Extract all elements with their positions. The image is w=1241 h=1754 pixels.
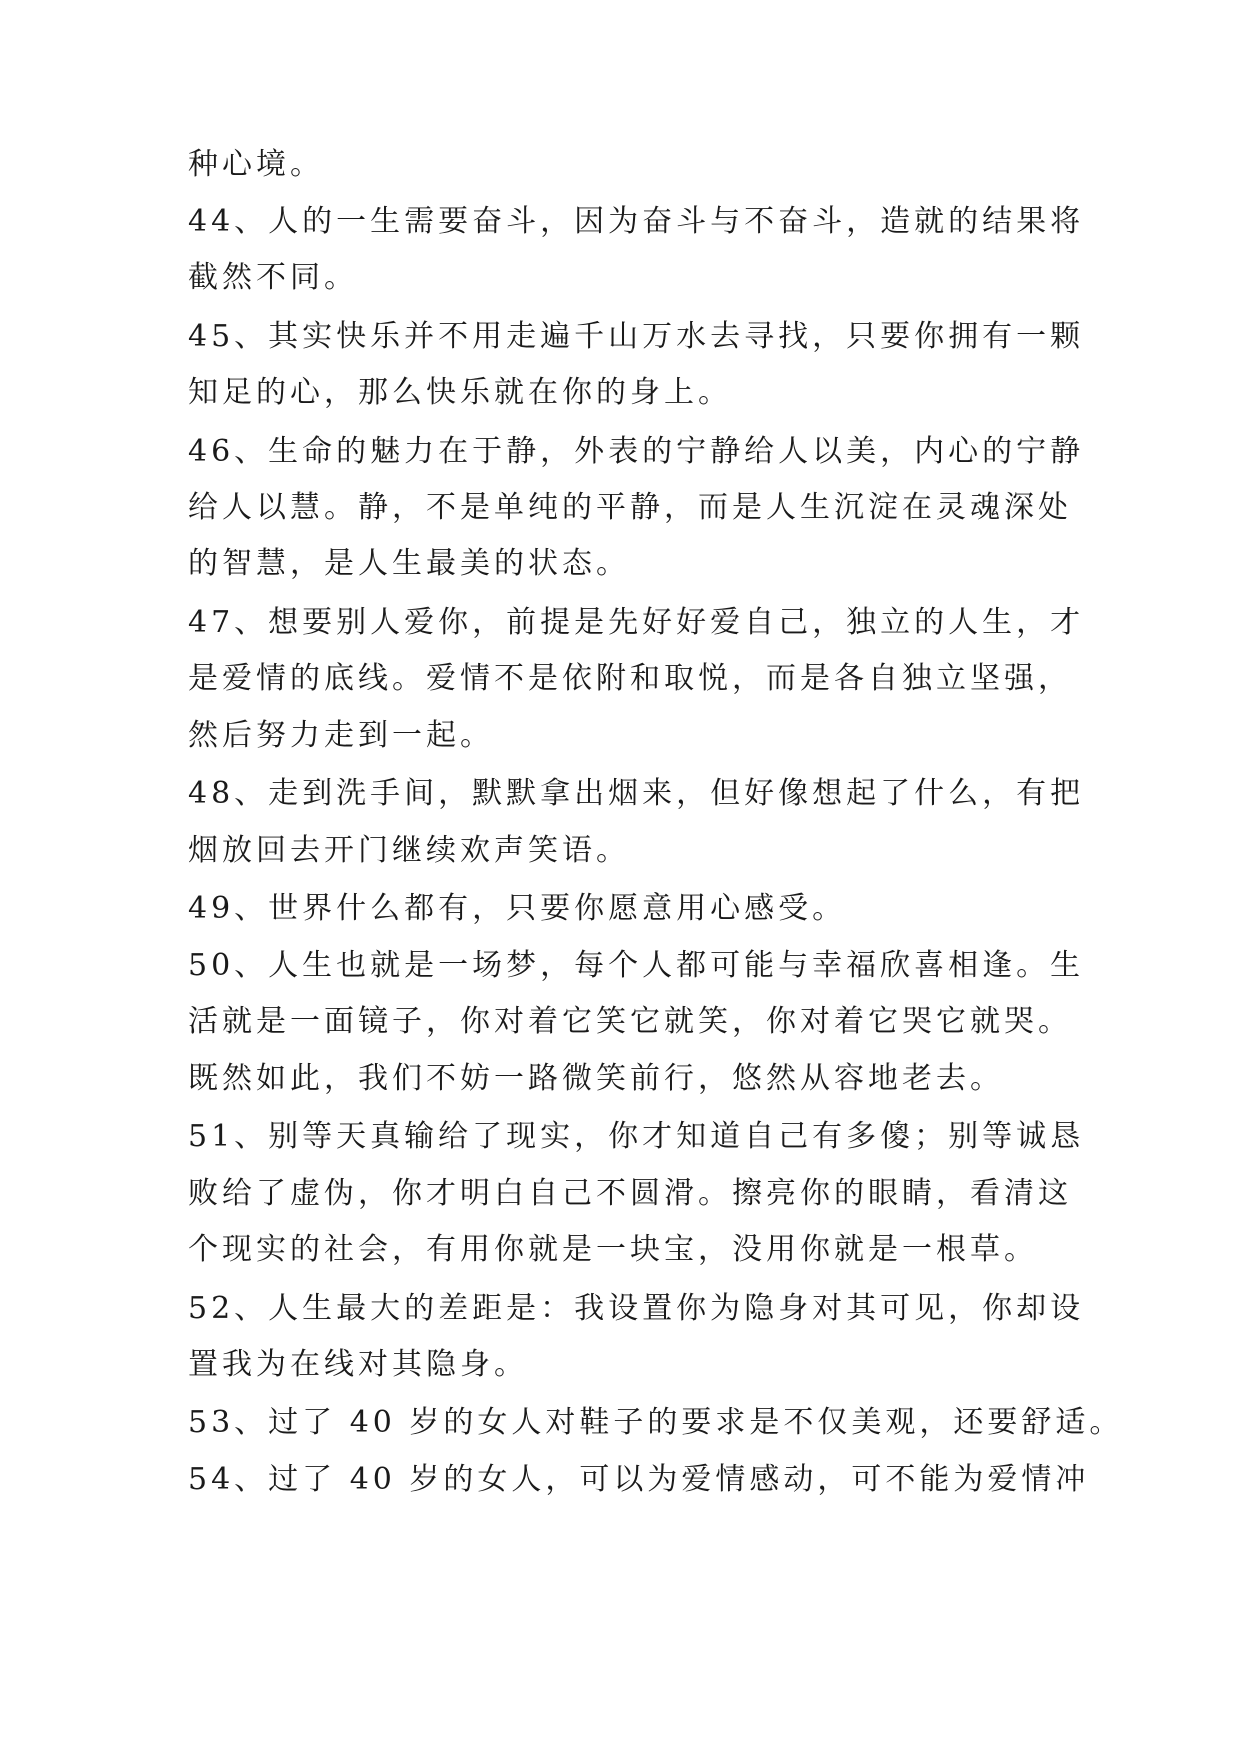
text-line: 置我为在线对其隐身。: [188, 1347, 528, 1382]
text-line: 截然不同。: [188, 260, 358, 295]
text-line: 是爱情的底线。爱情不是依附和取悦，而是各自独立坚强，: [188, 661, 1072, 696]
text-line: 46、生命的魅力在于静，外表的宁静给人以美，内心的宁静: [188, 434, 1085, 469]
text-line: 51、别等天真输给了现实，你才知道自己有多傻；别等诚恳: [188, 1119, 1085, 1154]
text-line: 给人以慧。静，不是单纯的平静，而是人生沉淀在灵魂深处: [188, 490, 1072, 525]
text-line: 然后努力走到一起。: [188, 718, 494, 753]
text-line: 个现实的社会，有用你就是一块宝，没用你就是一根草。: [188, 1232, 1038, 1267]
text-line: 败给了虚伪，你才明白自己不圆滑。擦亮你的眼睛，看清这: [188, 1176, 1072, 1211]
text-line: 49、世界什么都有，只要你愿意用心感受。: [188, 891, 847, 926]
text-line: 50、人生也就是一场梦，每个人都可能与幸福欣喜相逢。生: [188, 948, 1085, 983]
text-line: 既然如此，我们不妨一路微笑前行，悠然从容地老去。: [188, 1061, 1004, 1096]
text-line: 54、过了 40 岁的女人，可以为爱情感动，可不能为爱情冲: [188, 1462, 1090, 1497]
text-line: 的智慧，是人生最美的状态。: [188, 546, 630, 581]
text-line: 53、过了 40 岁的女人对鞋子的要求是不仅美观，还要舒适。: [188, 1405, 1124, 1440]
text-line: 知足的心，那么快乐就在你的身上。: [188, 375, 732, 410]
text-line: 48、走到洗手间，默默拿出烟来，但好像想起了什么，有把: [188, 776, 1085, 811]
text-line: 活就是一面镜子，你对着它笑它就笑，你对着它哭它就哭。: [188, 1004, 1072, 1039]
text-line: 烟放回去开门继续欢声笑语。: [188, 833, 630, 868]
text-line: 45、其实快乐并不用走遍千山万水去寻找，只要你拥有一颗: [188, 319, 1085, 354]
text-line: 种心境。: [188, 147, 324, 182]
text-line: 52、人生最大的差距是：我设置你为隐身对其可见，你却设: [188, 1291, 1085, 1326]
text-line: 44、人的一生需要奋斗，因为奋斗与不奋斗，造就的结果将: [188, 204, 1085, 239]
text-line: 47、想要别人爱你，前提是先好好爱自己，独立的人生，才: [188, 605, 1085, 640]
